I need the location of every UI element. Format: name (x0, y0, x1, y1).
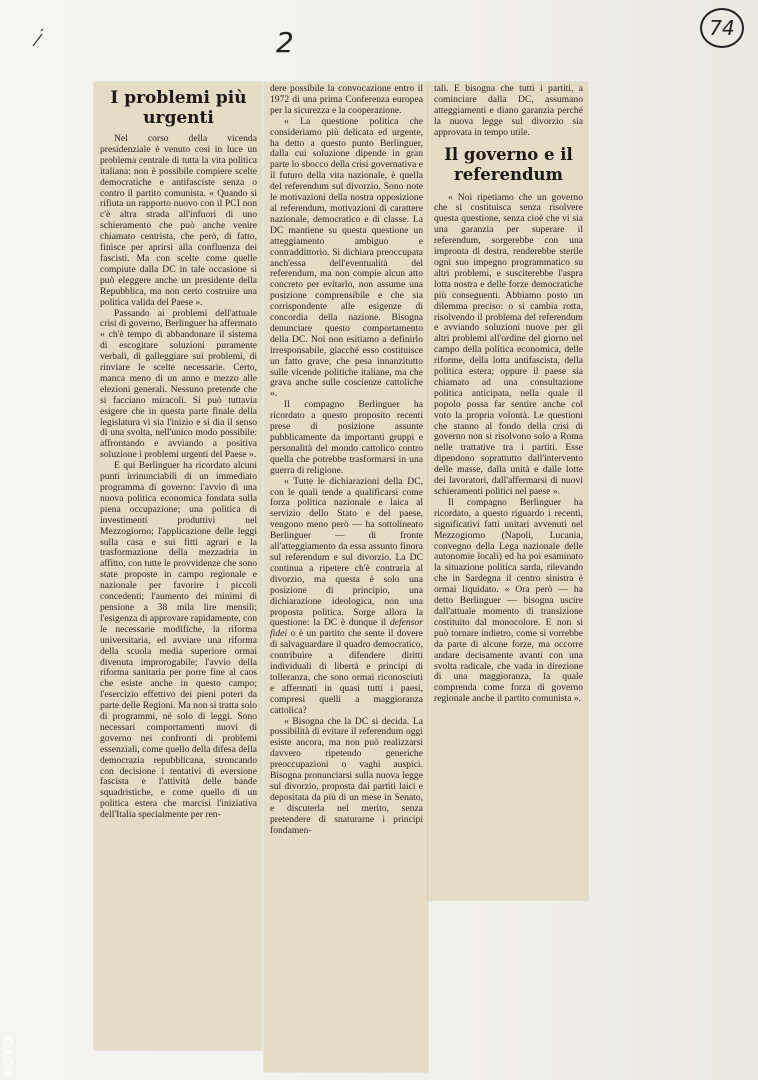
paragraph: Il compagno Berlinguer ha ricordato a questo proposito recenti prese di posizione assunte pubblicamente da importanti gruppi e personalità del mondo cattolico contro quella che potrebbe trasformarsi in una guerra di religione. (270, 399, 423, 476)
headline-governo-referendum: Il governo e il referendum (444, 144, 573, 184)
italic-phrase: defensor fidei (270, 617, 423, 640)
clipping-column-1 (94, 82, 262, 1050)
paragraph: Nel corso della vicenda presidenziale è venuto così in luce un problema centrale di tutta la vita politica italiana: non è possibile compiere scelte democratiche e antifasciste senza o contro il partito comunista. « Quando si rifiuta un rapporto nuovo con il PCI non c'è altra strada all'infuori di uno schieramento che può anche venire chiamato centrista, che però, di fatto, finisce per aprirsi alla confluenza dei fascisti. Ma con scelte come quelle compiute dalla DC in tale occasione si può eleggere anche un presidente della Repubblica, ma non certo costruire una politica valida del Paese ». (100, 133, 257, 308)
paragraph: « La questione politica che consideriamo più delicata ed urgente, ha detto a questo punto Berlinguer, dalla cui soluzione dipende in gran parte lo sbocco della crisi governativa e il futuro della vita nazionale, è quella del referendum sul divorzio. Sono note le motivazioni della nostra opposizione al referendum, motivazioni di carattere nazionale, democratico e di classe. La DC mantiene su questa questione un atteggiamento ambiguo e contraddittorio. Si dichiara preoccupata anch'essa dell'eventualità del referendum, ma non compie alcun atto concreto per evitarlo, non assume una posizione comprensibile e che sia corrispondente alle esigenze di concordia della nazione. Bisogna denunciare questo comportamento della DC. Noi non esitiamo a definirlo irresponsabile, giacché esso costituisce un fatto grave, che pesa innanzitutto sulle vicende politiche italiane, ma che grava anche sulle coscienze cattoliche ». (270, 115, 423, 400)
paragraph: dere possibile la convocazione entro il 1972 di una prima Conferenza europea per la sicurezza e la cooperazione. (270, 84, 423, 116)
archive-watermark: FOTO (2, 1036, 17, 1076)
headline-problemi: I problemi più urgenti (110, 88, 247, 128)
clipping-column-2 (264, 82, 428, 1072)
paragraph (270, 477, 423, 717)
paragraph: E qui Berlinguer ha ricordato alcuni punti irrinunciabili di un immediato programma di governo: l'avvio di una nuova politica economica fondata sulla piena occupazione; una politica di investimenti produttivi nel Mezzogiorno; l'applicazione delle leggi sulla casa e sui fitti agrari e la trasformazione della mezzadria in affitto, con tutte le provvidenze che sono state proposte in campo regionale e nazionale per favorire i piccoli concedenti; l'aumento dei minimi di pensione a 38 mila lire mensili; l'esigenza di approvare rapidamente, con le necessarie modifiche, la riforma universitaria, ed avviare una riforma della scuola media superiore ormai divenuta improrogabile; l'avvio della riforma sanitaria per porre fine al caos che esiste anche in questo campo; l'esercizio effettivo dei pieni poteri da parte delle Regioni. Ma non si tratta solo di programmi, né solo di leggi. Sono necessari comportamenti nuovi di governo nei confronti di problemi essenziali, come quello della difesa della democrazia repubblicana, stroncando con decisione i tentativi di eversione fascista e l'attività delle bande squadristiche, e come quello di un politica estera che marcisi l'iniziativa dell'Italia specialmente per ren- (100, 460, 257, 821)
pencil-mark (32, 28, 46, 48)
paragraph: « Noi ripetiamo che un governo che si costituisca senza risolvere questa questione, senza cioè che vi sia una garanzia per superare il referendum, sorgerebbe con una impronta di destra, renderebbe sterile ogni suo impegno programmatico su altri problemi, e susciterebbe l'aspra lotta nostra e delle forze democratiche più conseguenti. Abbiamo posto un dilemma preciso: o si cambia rotta, risolvendo il problema del referendum e avviando soluzioni nuove per gli altri problemi all'ordine del giorno nel campo della politica economica, delle riforme, della lotta antifascista, della politica estera; oppure il paese sia chiamato ad una consultazione politica anticipata, nella quale il popolo possa far sentire anche col voto la propria volontà. Le questioni che stanno al fondo della crisi di governo non si risolvono solo a Roma nelle trattative tra i partiti. Esse dipendono soprattutto dall'intervento delle masse, dalla unità e dalle lotte dei lavoratori, dall'affermarsi di nuovi schieramenti politici nel paese ». (434, 191, 583, 497)
handwritten-page-number: 2 (276, 26, 294, 59)
paragraph: « Bisogna che la DC si decida. La possibilità di evitare il referendum oggi esiste ancora, ma non può realizzarsi davvero ripetendo generiche preoccupazioni o vaghi auspici. Bisogna pronunciarsi sulla nuova legge sul divorzio, proposta dai partiti laici e depositata da più di un mese in Senato, e discuterla nel merito, senza pretendere di snaturarne i principi fondamen- (270, 715, 423, 836)
paragraph-text: « Tutte le dichiarazioni della DC, con le quali tende a qualificarsi come forza politica nazionale e laica al servizio dello Stato e del paese, vengono meno però — ha sottolineato Berlinguer — di fronte all'atteggiamento da essa assunto finora sul referendum e sul divorzio. La DC continua a ripetere ch'è contraria al divorzio, ma questa è solo una posizione di principio, una dichiarazione ideologica, non una proposta politica. Sorge allora la questione: la DC è dunque il (270, 475, 423, 629)
clipping-column-3 (428, 82, 588, 900)
paragraph: Passando ai problemi dell'attuale crisi di governo, Berlinguer ha affermato « ch'è tempo di abbandonare il sistema di escogitare soluzioni puramente verbali, di galleggiare sui problemi, di rinviare le scelte necessarie. Certo, manca meno di un anno e mezzo alle elezioni generali. Nessuno pretende che si facciano miracoli. Si può tuttavia esigere che in questa parte finale della legislatura vi sia l'inizio e si dia il senso di una svolta, nell'unico modo possibile: affrontando e avviando a positiva soluzione i problemi urgenti del Paese ». (100, 307, 257, 461)
paragraph-text: o è un partito che sente il dovere di salvaguardare il quadro democratico, contribuire a difendere diritti individuali di libertà e principi di tolleranza, che sono ormai riconosciuti e affermati in quasi tutti i paesi, compresi quelli a maggioranza cattolica? (270, 628, 423, 716)
circled-archive-number: 74 (700, 8, 744, 48)
paragraph: tali. E bisogna che tutti i partiti, a cominciare dalla DC, assumano atteggiamenti e diano garanzia perché la nuova legge sul divorzio sia approvata in tempo utile. (434, 84, 583, 138)
paragraph: Il compagno Berlinguer ha ricordato, a questo riguardo i recenti, significativi fatti unitari avvenuti nel Mezzogiorno (Napoli, Lucania, convegno della Lega nazionale delle autonomie locali) ed ha poi esaminato la situazione politica sarda, rilevando che in Sardegna il centro sinistra è ormai liquidato. « Ora però — ha detto Berlinguer — bisogna uscire dall'attuale momento di transizione costituito dal monocolore. E non si può tornare indietro, come si vorrebbe da parte di alcune forze, ma occorre andare decisamente avanti con una svolta radicale, che vada in direzione di una maggioranza, la quale comprenda come forza di governo regionale anche il partito comunista ». (434, 496, 583, 705)
